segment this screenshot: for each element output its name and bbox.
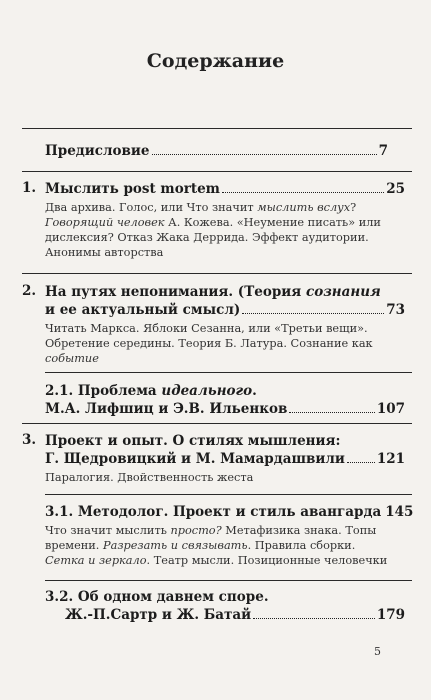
divider [45, 494, 412, 495]
divider [45, 580, 412, 581]
toc-entry-chapter-1[interactable] [22, 180, 412, 260]
entry-description: Два архива. Голос, или Что значит мыслить вслух? Говорящий человек А. Кожева. «Неумение писать» или дислексия? Отказ Жака Деррида. Эффект аудитории. Анонимы авторства [45, 201, 381, 259]
entry-label: и ее актуальный смысл) [45, 302, 241, 318]
toc-entry-chapter-3[interactable]: 3. Проект и опыт. О стилях мышления: Г. Щедровицкий и М. Мамардашвили 121 Паралогия. Двойственность жеста [22, 432, 405, 484]
toc-entry-chapter-2-1[interactable]: 2.1. Проблема идеального. М.А. Лифшиц и Э.В. Ильенков 107 [45, 383, 405, 417]
toc-entry-chapter-3-2[interactable]: 3.2. Об одном давнем споре. Ж.-П.Сартр и Ж. Батай 179 [45, 589, 405, 623]
entry-page: 107 [376, 401, 405, 417]
entry-page: 145 [385, 504, 414, 520]
entry-label: 3.1. Методолог. Проект и стиль авангарда [45, 504, 382, 520]
chapter-number: 1. [22, 180, 37, 196]
page-title: Содержание [146, 50, 285, 72]
entry-description: Паралогия. Двойственность жеста [45, 471, 254, 484]
toc-entry-preface[interactable] [45, 142, 388, 160]
entry-page: 73 [386, 302, 405, 318]
entry-label: Ж.-П.Сартр и Ж. Батай [65, 607, 252, 623]
entry-page: 7 [378, 143, 388, 159]
entry-page: 25 [386, 181, 405, 197]
divider [22, 128, 412, 129]
chapter-number: 3. [22, 432, 37, 448]
entry-page: 121 [376, 451, 405, 467]
divider [22, 273, 412, 274]
divider [22, 171, 412, 172]
leader-dots [253, 617, 375, 619]
leader-dots [242, 312, 384, 314]
divider [45, 372, 412, 373]
toc-entry-chapter-2[interactable]: 2. На путях непонимания. (Теория сознания и ее актуальный смысл) 73 Читать Маркса. Яблоки Сезанна, или «Третьи вещи». Обретение середины. Теория Б. Латура. Сознание как событие [22, 283, 405, 365]
leader-dots [222, 191, 384, 193]
leader-dots [289, 411, 374, 413]
entry-label: Г. Щедровицкий и М. Мамардашвили [45, 451, 345, 467]
entry-description: Читать Маркса. Яблоки Сезанна, или «Третьи вещи». Обретение середины. Теория Б. Латура. Сознание как событие [45, 322, 373, 365]
entry-description: Что значит мыслить просто? Метафизика знака. Топы времени. Разрезать и связывать. Правила сборки. Сетка и зеркало. Театр мысли. Позиционные человечки [45, 524, 388, 567]
page-number: 5 [374, 645, 381, 658]
chapter-number: 2. [22, 283, 37, 299]
toc-entry-chapter-3-1[interactable] [45, 503, 414, 568]
entry-label: Предисловие [45, 143, 150, 159]
divider [22, 423, 412, 424]
entry-page: 179 [376, 607, 405, 623]
leader-dots [347, 461, 375, 463]
entry-label: Мыслить post mortem [45, 181, 220, 197]
entry-label: М.А. Лифшиц и Э.В. Ильенков [45, 401, 288, 417]
leader-dots [152, 153, 377, 155]
